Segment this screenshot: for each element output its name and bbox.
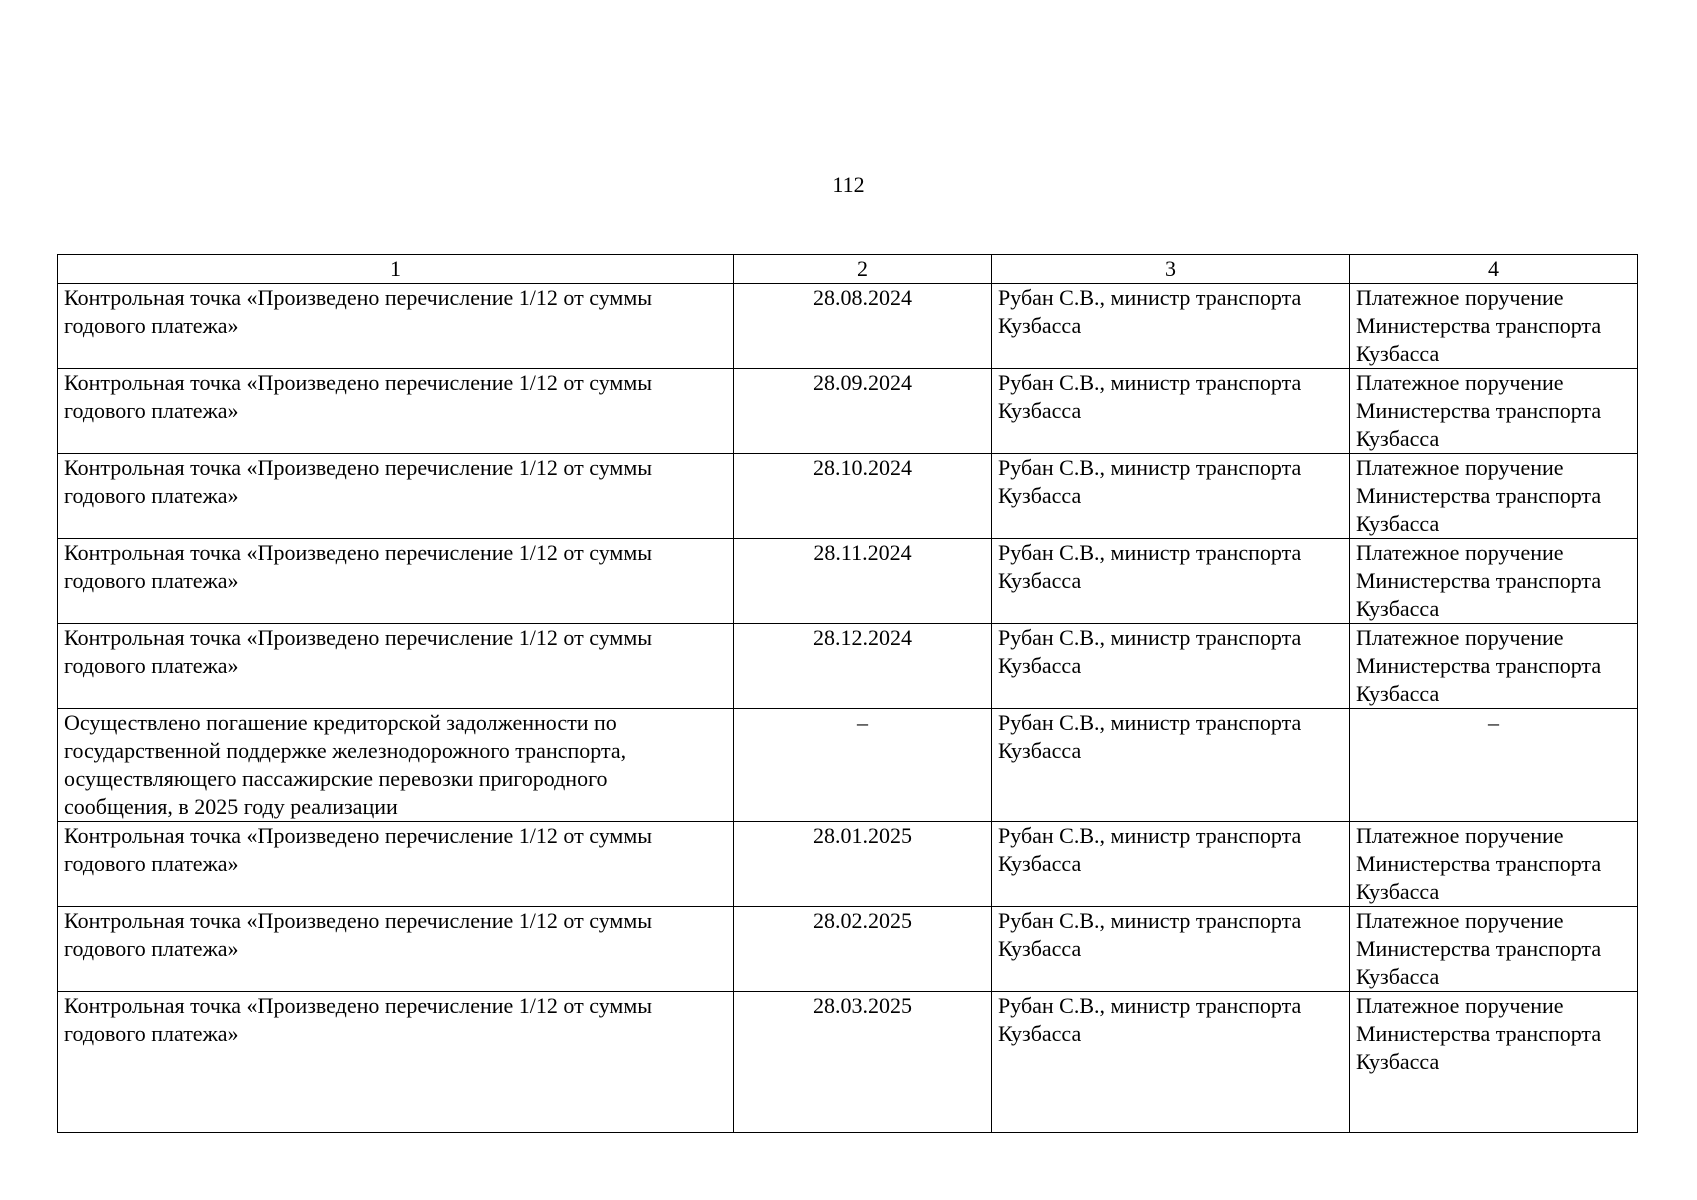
date-cell: 28.01.2025 [734,822,992,907]
event-cell-line: годового платежа» [64,313,239,338]
document-cell-line: Министерства транспорта [1356,398,1602,423]
responsible-cell-line: Рубан С.В., министр транспорта [998,823,1302,848]
event-cell [58,454,734,539]
table-row [58,539,1638,624]
table-row [58,284,1638,369]
event-cell-line: годового платежа» [64,653,239,678]
responsible-cell-line: Рубан С.В., министр транспорта [998,285,1302,310]
date-cell: – [734,709,992,822]
document-cell-line: Платежное поручение [1356,625,1564,650]
table-row [58,624,1638,709]
responsible-cell [992,624,1350,709]
responsible-cell-line: Рубан С.В., министр транспорта [998,993,1302,1018]
date-cell: 28.12.2024 [734,624,992,709]
responsible-cell-line: Кузбасса [998,313,1082,338]
responsible-cell-line: Кузбасса [998,1021,1082,1046]
table-row [58,369,1638,454]
control-points-table [57,254,1638,1133]
event-cell [58,624,734,709]
responsible-cell-line: Рубан С.В., министр транспорта [998,710,1302,735]
document-cell-line: Платежное поручение [1356,455,1564,480]
responsible-cell-line: Рубан С.В., министр транспорта [998,540,1302,565]
date-cell: 28.08.2024 [734,284,992,369]
column-number-1: 1 [58,255,734,284]
document-cell [1350,907,1638,992]
event-cell [58,822,734,907]
document-cell [1350,624,1638,709]
document-cell-line: – [1488,710,1499,735]
document-cell-line: Кузбасса [1356,596,1440,621]
table-row [58,454,1638,539]
document-cell [1350,539,1638,624]
event-cell [58,907,734,992]
table-row [58,992,1638,1133]
event-cell-line: Контрольная точка «Произведено перечисление 1/12 от суммы [64,908,653,933]
table-row [58,709,1638,822]
document-cell-line: Платежное поручение [1356,823,1564,848]
responsible-cell-line: Рубан С.В., министр транспорта [998,370,1302,395]
date-cell: 28.11.2024 [734,539,992,624]
document-cell-line: Министерства транспорта [1356,568,1602,593]
event-cell-line: государственной поддержке железнодорожного транспорта, [64,738,627,763]
responsible-cell-line: Рубан С.В., министр транспорта [998,908,1302,933]
document-cell-line: Платежное поручение [1356,285,1564,310]
document-cell [1350,454,1638,539]
table-header-row [58,255,1638,284]
document-cell-line: Кузбасса [1356,879,1440,904]
responsible-cell [992,822,1350,907]
event-cell-line: Контрольная точка «Произведено перечисление 1/12 от суммы [64,823,653,848]
responsible-cell [992,454,1350,539]
document-cell [1350,822,1638,907]
date-cell: 28.09.2024 [734,369,992,454]
document-cell-line: Министерства транспорта [1356,851,1602,876]
responsible-cell [992,539,1350,624]
event-cell-line: годового платежа» [64,398,239,423]
document-cell-line: Платежное поручение [1356,993,1564,1018]
responsible-cell-line: Кузбасса [998,936,1082,961]
table-row [58,822,1638,907]
responsible-cell-line: Кузбасса [998,398,1082,423]
event-cell-line: Контрольная точка «Произведено перечисление 1/12 от суммы [64,370,653,395]
responsible-cell-line: Рубан С.В., министр транспорта [998,625,1302,650]
document-cell-line: Платежное поручение [1356,540,1564,565]
date-cell: 28.02.2025 [734,907,992,992]
event-cell [58,539,734,624]
event-cell [58,709,734,822]
responsible-cell-line: Кузбасса [998,568,1082,593]
document-cell [1350,284,1638,369]
document-cell-line: Министерства транспорта [1356,936,1602,961]
event-cell-line: Контрольная точка «Произведено перечисление 1/12 от суммы [64,455,653,480]
document-cell [1350,709,1638,822]
event-cell-line: Осуществлено погашение кредиторской задолженности по [64,710,617,735]
document-cell-line: Кузбасса [1356,681,1440,706]
document-cell-line: Кузбасса [1356,426,1440,451]
responsible-cell [992,284,1350,369]
date-cell: 28.03.2025 [734,992,992,1133]
column-number-2: 2 [734,255,992,284]
responsible-cell-line: Кузбасса [998,851,1082,876]
document-cell-line: Платежное поручение [1356,908,1564,933]
document-cell-line: Кузбасса [1356,964,1440,989]
responsible-cell-line: Кузбасса [998,738,1082,763]
event-cell-line: Контрольная точка «Произведено перечисление 1/12 от суммы [64,540,653,565]
document-cell-line: Министерства транспорта [1356,483,1602,508]
document-cell-line: Министерства транспорта [1356,313,1602,338]
document-cell-line: Кузбасса [1356,341,1440,366]
responsible-cell [992,907,1350,992]
document-cell [1350,992,1638,1133]
event-cell-line: осуществляющего пассажирские перевозки пригородного [64,766,608,791]
responsible-cell-line: Кузбасса [998,483,1082,508]
event-cell-line: годового платежа» [64,483,239,508]
event-cell-line: годового платежа» [64,568,239,593]
document-cell [1350,369,1638,454]
event-cell-line: годового платежа» [64,851,239,876]
event-cell [58,992,734,1133]
column-number-4: 4 [1350,255,1638,284]
event-cell-line: сообщения, в 2025 году реализации [64,794,398,819]
event-cell [58,284,734,369]
date-cell: 28.10.2024 [734,454,992,539]
event-cell-line: Контрольная точка «Произведено перечисление 1/12 от суммы [64,625,653,650]
document-cell-line: Министерства транспорта [1356,653,1602,678]
responsible-cell [992,369,1350,454]
event-cell-line: Контрольная точка «Произведено перечисление 1/12 от суммы [64,993,653,1018]
document-cell-line: Платежное поручение [1356,370,1564,395]
responsible-cell-line: Рубан С.В., министр транспорта [998,455,1302,480]
event-cell-line: Контрольная точка «Произведено перечисление 1/12 от суммы [64,285,653,310]
document-cell-line: Кузбасса [1356,1049,1440,1074]
event-cell-line: годового платежа» [64,1021,239,1046]
document-cell-line: Министерства транспорта [1356,1021,1602,1046]
responsible-cell [992,992,1350,1133]
event-cell-line: годового платежа» [64,936,239,961]
responsible-cell [992,709,1350,822]
document-cell-line: Кузбасса [1356,511,1440,536]
event-cell [58,369,734,454]
responsible-cell-line: Кузбасса [998,653,1082,678]
column-number-3: 3 [992,255,1350,284]
table-row [58,907,1638,992]
page-number: 112 [832,172,865,197]
